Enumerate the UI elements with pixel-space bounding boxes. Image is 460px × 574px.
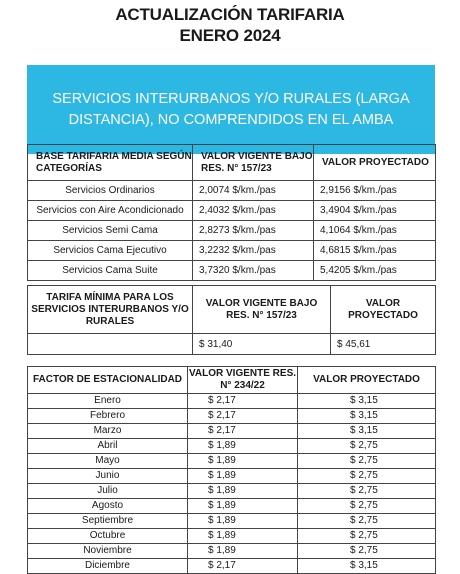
current-value-cell: $ 1,89 bbox=[188, 499, 298, 514]
projected-value-cell: $ 2,75 bbox=[298, 529, 436, 544]
month-cell: Enero bbox=[28, 394, 188, 409]
table-row bbox=[28, 409, 436, 424]
month-cell: Julio bbox=[28, 484, 188, 499]
title-line-1: ACTUALIZACIÓN TARIFARIA bbox=[115, 5, 345, 24]
projected-value-cell: $ 3,15 bbox=[298, 424, 436, 439]
column-header: VALOR PROYECTADO bbox=[331, 286, 436, 334]
table-row bbox=[28, 499, 436, 514]
table-row bbox=[28, 439, 436, 454]
column-header: VALOR VIGENTE RES. N° 234/22 bbox=[188, 367, 298, 394]
projected-value-cell: $ 3,15 bbox=[298, 409, 436, 424]
column-header: VALOR VIGENTE BAJO RES. N° 157/23 bbox=[193, 286, 331, 334]
month-cell: Junio bbox=[28, 469, 188, 484]
projected-value-cell: 5,4205 $/km./pas bbox=[314, 261, 436, 281]
current-value-cell: $ 1,89 bbox=[188, 469, 298, 484]
projected-value-cell: 2,9156 $/km./pas bbox=[314, 181, 436, 201]
category-cell: Servicios con Aire Acondicionado bbox=[28, 201, 193, 221]
table-row bbox=[28, 221, 436, 241]
current-value-cell: $ 1,89 bbox=[188, 439, 298, 454]
section-banner: SERVICIOS INTERURBANOS Y/O RURALES (LARGA DISTANCIA), NO COMPRENDIDOS EN EL AMBA bbox=[27, 65, 435, 154]
column-header: VALOR VIGENTE BAJO RES. N° 157/23 bbox=[193, 145, 314, 181]
table-row bbox=[28, 181, 436, 201]
table-row bbox=[28, 544, 436, 559]
category-cell: Servicios Cama Ejecutivo bbox=[28, 241, 193, 261]
table-row bbox=[28, 424, 436, 439]
table-row bbox=[28, 514, 436, 529]
current-value-cell: $ 2,17 bbox=[188, 409, 298, 424]
column-header: FACTOR DE ESTACIONALIDAD bbox=[28, 367, 188, 394]
projected-value-cell: $ 2,75 bbox=[298, 454, 436, 469]
projected-value-cell: $ 3,15 bbox=[298, 394, 436, 409]
column-header: VALOR PROYECTADO bbox=[314, 145, 436, 181]
table-row bbox=[28, 529, 436, 544]
title-line-2: ENERO 2024 bbox=[179, 26, 281, 45]
current-value-cell: $ 1,89 bbox=[188, 454, 298, 469]
current-value-cell: $ 2,17 bbox=[188, 394, 298, 409]
current-value-cell: $ 2,17 bbox=[188, 424, 298, 439]
table-row bbox=[28, 261, 436, 281]
projected-value-cell: $ 2,75 bbox=[298, 544, 436, 559]
projected-value-cell: $ 2,75 bbox=[298, 439, 436, 454]
current-value-cell: 3,7320 $/km./pas bbox=[193, 261, 314, 281]
projected-value-cell: 4,1064 $/km./pas bbox=[314, 221, 436, 241]
estacionalidad-table bbox=[27, 366, 436, 574]
current-value-cell: $ 1,89 bbox=[188, 514, 298, 529]
empty-cell bbox=[28, 334, 193, 355]
column-header: TARIFA MÍNIMA PARA LOS SERVICIOS INTERURBANOS Y/O RURALES bbox=[28, 286, 193, 334]
table-row bbox=[28, 559, 436, 574]
column-header: BASE TARIFARIA MEDIA SEGÚN CATEGORÍAS bbox=[28, 145, 193, 181]
current-value-cell: $ 1,89 bbox=[188, 544, 298, 559]
current-value-cell: $ 1,89 bbox=[188, 484, 298, 499]
current-value-cell: $ 31,40 bbox=[193, 334, 331, 355]
table-header-row bbox=[28, 145, 436, 181]
tarifa-media-table bbox=[27, 144, 436, 281]
table-row bbox=[28, 469, 436, 484]
current-value-cell: 3,2232 $/km./pas bbox=[193, 241, 314, 261]
month-cell: Abril bbox=[28, 439, 188, 454]
projected-value-cell: 4,6815 $/km./pas bbox=[314, 241, 436, 261]
page-title bbox=[0, 4, 460, 46]
month-cell: Noviembre bbox=[28, 544, 188, 559]
table-header-row bbox=[28, 367, 436, 394]
tarifa-minima-table bbox=[27, 285, 436, 355]
table-row bbox=[28, 241, 436, 261]
table-row bbox=[28, 334, 436, 355]
table-row bbox=[28, 394, 436, 409]
current-value-cell: $ 2,17 bbox=[188, 559, 298, 574]
month-cell: Mayo bbox=[28, 454, 188, 469]
month-cell: Septiembre bbox=[28, 514, 188, 529]
month-cell: Febrero bbox=[28, 409, 188, 424]
projected-value-cell: $ 2,75 bbox=[298, 484, 436, 499]
month-cell: Marzo bbox=[28, 424, 188, 439]
projected-value-cell: $ 2,75 bbox=[298, 469, 436, 484]
month-cell: Agosto bbox=[28, 499, 188, 514]
current-value-cell: $ 1,89 bbox=[188, 529, 298, 544]
current-value-cell: 2,4032 $/km./pas bbox=[193, 201, 314, 221]
category-cell: Servicios Cama Suite bbox=[28, 261, 193, 281]
column-header: VALOR PROYECTADO bbox=[298, 367, 436, 394]
month-cell: Octubre bbox=[28, 529, 188, 544]
projected-value-cell: $ 2,75 bbox=[298, 514, 436, 529]
current-value-cell: 2,0074 $/km./pas bbox=[193, 181, 314, 201]
table-row bbox=[28, 454, 436, 469]
table-header-row bbox=[28, 286, 436, 334]
table-row bbox=[28, 201, 436, 221]
projected-value-cell: $ 2,75 bbox=[298, 499, 436, 514]
table-row bbox=[28, 484, 436, 499]
projected-value-cell: $ 45,61 bbox=[331, 334, 436, 355]
current-value-cell: 2,8273 $/km./pas bbox=[193, 221, 314, 241]
projected-value-cell: 3,4904 $/km./pas bbox=[314, 201, 436, 221]
projected-value-cell: $ 3,15 bbox=[298, 559, 436, 574]
month-cell: Diciembre bbox=[28, 559, 188, 574]
category-cell: Servicios Ordinarios bbox=[28, 181, 193, 201]
category-cell: Servicios Semi Cama bbox=[28, 221, 193, 241]
